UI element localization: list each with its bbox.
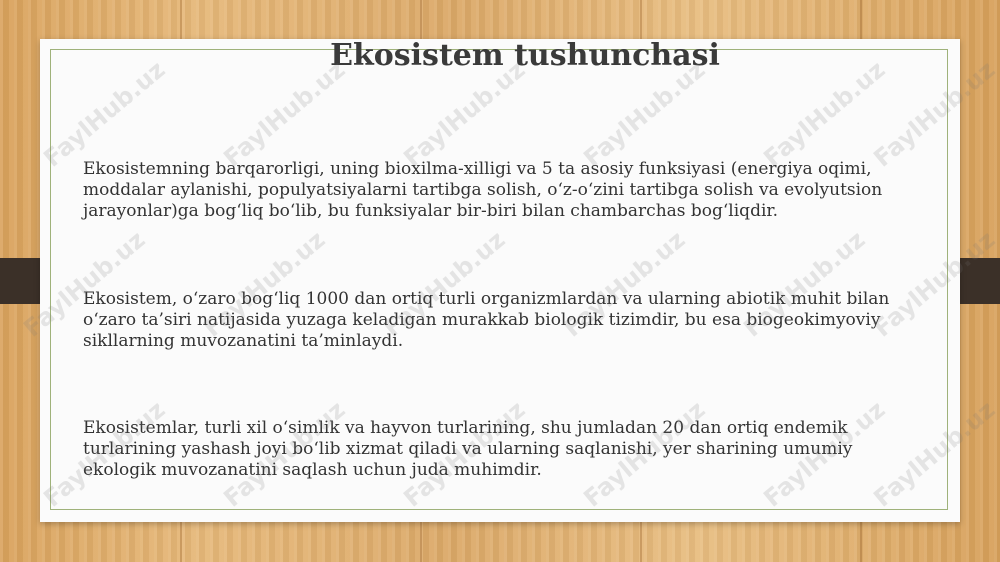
slide-title: Ekosistem tushunchasi	[330, 38, 720, 73]
paragraph-2: Ekosistem, o‘zaro bog‘liq 1000 dan ortiq turli organizmlardan va ularning abiotik muhit bilan o‘zaro ta’siri natijasida yuzaga keladigan murakkab biologik tizimdir, bu esa biogeokimyoviy sikllarning muvozanatini ta’minlaydi.	[83, 289, 890, 351]
paragraph-1: Ekosistemning barqarorligi, uning bioxilma-xilligi va 5 ta asosiy funksiyasi (energiya oqimi, moddalar aylanishi, populyatsiyalarni tartibga solish, o‘z-o‘zini tartibga solish va evolyutsion jarayonlar)ga bog‘liq bo‘lib, bu funksiyalar bir-biri bilan chambarchas bog‘liqdir.	[83, 159, 883, 221]
paragraph-3: Ekosistemlar, turli xil o‘simlik va hayvon turlarining, shu jumladan 20 dan ortiq endemik turlarining yashash joyi bo‘lib xizmat qiladi va ularning saqlanishi, yer sharining umumiy ekologik muvozanatini saqlash uchun juda muhimdir.	[83, 418, 853, 480]
